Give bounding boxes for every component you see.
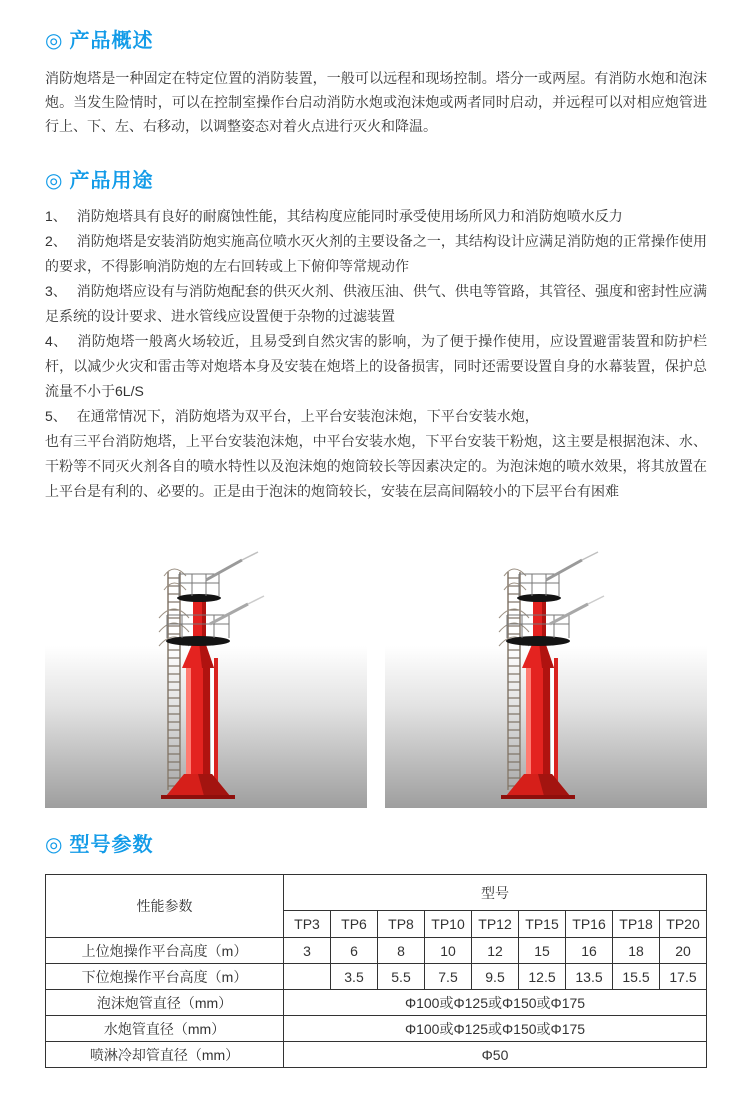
spec-value-cell: 13.5 (566, 964, 613, 990)
usage-list (45, 204, 707, 504)
model-header-cell: TP8 (378, 911, 425, 938)
spec-value-cell: 17.5 (660, 964, 707, 990)
model-header-cell: TP18 (613, 911, 660, 938)
fire-monitor-tower-photo-right (385, 538, 707, 808)
usage-list-item (45, 404, 707, 429)
param-label-cell: 下位炮操作平台高度（m） (46, 964, 284, 990)
upper-platform (177, 594, 221, 602)
fire-monitor-tower-illustration (385, 538, 707, 808)
param-header-cell: 性能参数 (46, 875, 284, 938)
list-item-text: 消防炮塔一般离火场较近，且易受到自然灾害的影响，为了便于操作使用，应设置避雷装置和防护栏杆，以减少火灾和雷击等对炮塔本身及安装在炮塔上的设备损害，同时还需要设置自身的水幕装置，保护总流量不小于6L/S (45, 333, 707, 399)
specs-heading-text: 型号参数 (69, 834, 154, 856)
section-model-parameters (45, 832, 707, 1068)
param-label-cell: 上位炮操作平台高度（m） (46, 938, 284, 964)
group-header-row (46, 875, 707, 911)
spec-value-cell: 6 (331, 938, 378, 964)
spec-table-row (46, 1016, 707, 1042)
usage-list-item (45, 204, 707, 229)
overview-heading (45, 28, 707, 54)
bullseye-icon: ◎ (45, 170, 64, 192)
list-item-number: 4、 (45, 333, 68, 349)
spec-value-cell: 8 (378, 938, 425, 964)
spec-value-cell (284, 964, 331, 990)
usage-list-item (45, 229, 707, 279)
spec-span-value-cell: Φ50 (284, 1042, 707, 1068)
usage-heading (45, 168, 707, 194)
spec-value-cell: 15 (519, 938, 566, 964)
upper-fire-monitor (206, 552, 258, 580)
spec-value-cell: 15.5 (613, 964, 660, 990)
lower-platform (506, 636, 570, 646)
model-header-cell: TP6 (331, 911, 378, 938)
section-usage (45, 168, 707, 504)
model-header-cell: TP15 (519, 911, 566, 938)
tower-image-gallery (45, 538, 707, 808)
model-parameters-table (45, 874, 707, 1068)
list-item-number: 3、 (45, 283, 67, 299)
param-label-cell: 喷淋冷却管直径（mm） (46, 1042, 284, 1068)
spec-value-cell: 12 (472, 938, 519, 964)
spec-value-cell: 16 (566, 938, 613, 964)
spec-value-cell: 3 (284, 938, 331, 964)
model-group-header-cell: 型号 (284, 875, 707, 911)
lower-platform (166, 636, 230, 646)
list-item-text: 也有三平台消防炮塔，上平台安装泡沫炮，中平台安装水炮，下平台安装干粉炮，这主要是根据泡沫、水、干粉等不同灭火剂各自的喷水特性以及泡沫炮的炮筒较长等因素决定的。为泡沫炮的喷水效果，将其放置在上平台是有利的、必要的。正是由于泡沫的炮筒较长，安装在层高间隔较小的下层平台有困难 (45, 433, 707, 499)
section-overview (45, 28, 707, 138)
spec-value-cell: 18 (613, 938, 660, 964)
fire-monitor-tower-illustration (45, 538, 367, 808)
fire-monitor-tower-photo-left (45, 538, 367, 808)
usage-list-item (45, 329, 707, 404)
usage-list-item (45, 279, 707, 329)
model-header-cell: TP20 (660, 911, 707, 938)
param-label-cell: 水炮管直径（mm） (46, 1016, 284, 1042)
spec-span-value-cell: Φ100或Φ125或Φ150或Φ175 (284, 1016, 707, 1042)
list-item-number: 1、 (45, 208, 67, 224)
model-header-cell: TP16 (566, 911, 613, 938)
spec-table-row (46, 964, 707, 990)
spec-value-cell: 5.5 (378, 964, 425, 990)
spec-table-row (46, 1042, 707, 1068)
spec-value-cell: 12.5 (519, 964, 566, 990)
list-item-number: 5、 (45, 408, 67, 424)
bullseye-icon: ◎ (45, 30, 64, 52)
bullseye-icon: ◎ (45, 834, 64, 856)
list-item-text: 消防炮塔是安装消防炮实施高位喷水灭火剂的主要设备之一，其结构设计应满足消防炮的正常操作使用的要求，不得影响消防炮的左右回转或上下俯仰等常规动作 (45, 233, 707, 274)
list-item-text: 消防炮塔应设有与消防炮配套的供灭火剂、供液压油、供气、供电等管路，其管径、强度和密封性应满足系统的设计要求、进水管线应设置便于杂物的过滤装置 (45, 283, 707, 324)
lower-fire-monitor (550, 596, 604, 624)
model-header-cell: TP10 (425, 911, 472, 938)
spec-value-cell: 20 (660, 938, 707, 964)
upper-fire-monitor (546, 552, 598, 580)
spec-span-value-cell: Φ100或Φ125或Φ150或Φ175 (284, 990, 707, 1016)
upper-platform (517, 594, 561, 602)
specs-heading (45, 832, 707, 858)
param-label-cell: 泡沫炮管直径（mm） (46, 990, 284, 1016)
spec-table-row (46, 990, 707, 1016)
spec-value-cell: 9.5 (472, 964, 519, 990)
overview-paragraph: 消防炮塔是一种固定在特定位置的消防装置，一般可以远程和现场控制。塔分一或两屋。有消防水炮和泡沫炮。当发生险情时，可以在控制室操作台启动消防水炮或泡沫炮或两者同时启动，并远程可以对相应炮管进行上、下、左、右移动，以调整姿态对着火点进行灭火和降温。 (45, 70, 707, 134)
model-header-cell: TP12 (472, 911, 519, 938)
spec-value-cell: 10 (425, 938, 472, 964)
model-header-cell: TP3 (284, 911, 331, 938)
tower-ladder (168, 572, 180, 790)
list-item-text: 消防炮塔具有良好的耐腐蚀性能，其结构度应能同时承受使用场所风力和消防炮喷水反力 (76, 208, 623, 224)
spec-table-row (46, 938, 707, 964)
lower-fire-monitor (210, 596, 264, 624)
usage-list-item (45, 429, 707, 504)
usage-heading-text: 产品用途 (69, 170, 154, 192)
spec-table-body (46, 938, 707, 1068)
list-item-number: 2、 (45, 233, 67, 249)
spec-value-cell: 3.5 (331, 964, 378, 990)
list-item-text: 在通常情况下，消防炮塔为双平台，上平台安装泡沫炮，下平台安装水炮， (76, 408, 539, 424)
tower-ladder (508, 572, 520, 790)
spec-value-cell: 7.5 (425, 964, 472, 990)
overview-heading-text: 产品概述 (69, 30, 154, 52)
